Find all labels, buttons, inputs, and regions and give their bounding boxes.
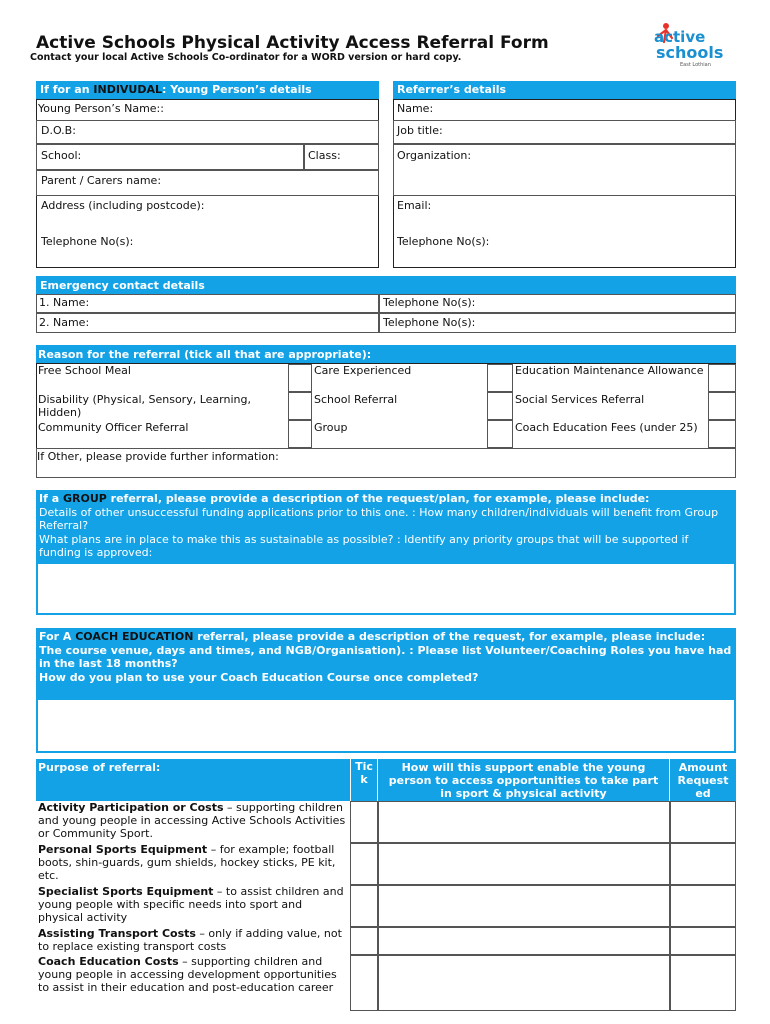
group-highlight: GROUP (62, 492, 107, 505)
tick-specialist-equipment[interactable] (350, 885, 378, 927)
reason-education-maintenance: Education Maintenance Allowance (515, 364, 704, 377)
support-col-header: How will this support enable the young person to access opportunities to take part in sport & physical activity (378, 759, 670, 801)
group-referral-line1 (39, 492, 733, 506)
coach-line2: The course venue, days and times, and NGB/Organisation). : Please list Volunteer/Coaching Roles you have had in the last 18 months? (39, 643, 732, 670)
tick-disability[interactable] (288, 392, 312, 420)
form-subtitle: Contact your local Active Schools Co-ordinator for a WORD version or hard copy. (30, 52, 462, 63)
form-title: Active Schools Physical Activity Access Referral Form (36, 33, 549, 53)
tick-coach-education-fees[interactable] (708, 420, 736, 448)
logo-icon (648, 20, 733, 68)
class-label: Class: (308, 149, 341, 162)
purpose-row-coach-text: – supporting children and young people in accessing development opportunities to assist in their education and post-education career (38, 955, 337, 994)
coach-education-textarea[interactable] (36, 698, 736, 753)
address-label: Address (including postcode): (41, 199, 205, 212)
young-person-heading-pre: If for an (40, 83, 94, 96)
coach-highlight: COACH EDUCATION (75, 630, 194, 643)
parent-label: Parent / Carers name: (41, 174, 162, 187)
support-activity[interactable] (378, 801, 670, 843)
young-person-heading-highlight: INDIVUDAL (93, 83, 163, 96)
logo-text-schools: schools (656, 43, 724, 62)
logo-text-region: East Lothian (680, 62, 711, 68)
tick-coach-education[interactable] (350, 955, 378, 1011)
other-info-label: If Other, please provide further information: (37, 450, 279, 463)
emergency-name-1-label: 1. Name: (39, 296, 90, 309)
tick-free-school-meal[interactable] (288, 364, 312, 392)
coach-education-header (36, 628, 736, 698)
reason-group: Group (314, 421, 348, 434)
young-person-header (36, 81, 379, 99)
emergency-name-2-label: 2. Name: (39, 316, 90, 329)
amount-coach-education[interactable] (670, 955, 736, 1011)
coach-line1-post: referral, please provide a description of the request, for example, please include: (193, 630, 706, 643)
referrer-name-label: Name: (397, 102, 434, 115)
group-line1-post: referral, please provide a description of the request/plan, for example, please include: (106, 492, 650, 505)
email-label: Email: (397, 199, 432, 212)
tick-group[interactable] (487, 420, 513, 448)
support-specialist-equipment[interactable] (378, 885, 670, 927)
active-schools-logo (648, 20, 733, 68)
amount-transport[interactable] (670, 927, 736, 955)
emergency-tel-2-label: Telephone No(s): (383, 316, 476, 329)
amount-personal-equipment[interactable] (670, 843, 736, 885)
purpose-col-header: Purpose of referral: (38, 761, 161, 774)
amount-activity[interactable] (670, 801, 736, 843)
organization-label: Organization: (397, 149, 472, 162)
young-person-name-label: Young Person’s Name:: (38, 102, 164, 115)
reason-community-officer: Community Officer Referral (38, 421, 189, 434)
purpose-row-transport-text: – only if adding value, not to replace existing transport costs (38, 927, 342, 953)
tick-education-maintenance[interactable] (708, 364, 736, 392)
reason-coach-education-fees: Coach Education Fees (under 25) (515, 421, 698, 434)
tick-social-services[interactable] (708, 392, 736, 420)
reason-free-school-meal: Free School Meal (38, 364, 131, 377)
tick-col-header: Tick (350, 759, 378, 801)
purpose-row-activity (36, 801, 350, 843)
amount-specialist-equipment[interactable] (670, 885, 736, 927)
tick-care-experienced[interactable] (487, 364, 513, 392)
coach-line1 (39, 630, 733, 644)
tick-transport[interactable] (350, 927, 378, 955)
purpose-row-specialist-title: Specialist Sports Equipment (38, 885, 214, 898)
yp-telephone-label: Telephone No(s): (41, 235, 134, 248)
job-title-label: Job title: (397, 124, 443, 137)
logo-text-active: active (654, 28, 706, 46)
young-person-heading-post: : Young Person’s details (162, 83, 312, 96)
group-referral-textarea[interactable] (36, 562, 736, 615)
purpose-row-personal-equipment (36, 843, 350, 885)
tick-community-officer[interactable] (288, 420, 312, 448)
reason-disability: Disability (Physical, Sensory, Learning, Hidden) (38, 393, 251, 419)
purpose-row-coach-education (36, 955, 350, 1011)
dob-label: D.O.B: (41, 124, 76, 137)
dob-field[interactable] (36, 120, 379, 144)
support-coach-education[interactable] (378, 955, 670, 1011)
purpose-row-coach-title: Coach Education Costs (38, 955, 179, 968)
tick-school-referral[interactable] (487, 392, 513, 420)
group-referral-line2: Details of other unsuccessful funding applications prior to this one. : How many children/individuals will benefit from Group Referral? (39, 505, 719, 532)
support-personal-equipment[interactable] (378, 843, 670, 885)
purpose-row-specialist-equipment (36, 885, 350, 927)
group-referral-header (36, 490, 736, 562)
emergency-header: Emergency contact details (36, 276, 736, 294)
coach-line1-pre: For A (39, 630, 76, 643)
reason-header: Reason for the referral (tick all that are appropriate): (36, 345, 736, 363)
purpose-row-activity-text: – supporting children and young people in accessing Active Schools Activities or Community Sport. (38, 801, 346, 840)
purpose-row-personal-text: – for example; football boots, shin-guards, gum shields, hockey sticks, PE kit, etc. (38, 843, 336, 882)
purpose-row-personal-title: Personal Sports Equipment (38, 843, 208, 856)
tick-personal-equipment[interactable] (350, 843, 378, 885)
referrer-header: Referrer’s details (393, 81, 736, 99)
tick-activity[interactable] (350, 801, 378, 843)
job-title-field[interactable] (393, 120, 736, 144)
group-line1-pre: If a (39, 492, 63, 505)
referrer-telephone-label: Telephone No(s): (397, 235, 490, 248)
amount-col-header: Amount Requested (677, 761, 729, 800)
school-label: School: (41, 149, 82, 162)
purpose-row-transport-title: Assisting Transport Costs (38, 927, 196, 940)
reason-school-referral: School Referral (314, 393, 398, 406)
coach-line3: How do you plan to use your Coach Education Course once completed? (39, 670, 479, 684)
purpose-row-specialist-text: – to assist children and young people with specific needs into sport and physical activity (38, 885, 344, 924)
reason-social-services: Social Services Referral (515, 393, 645, 406)
purpose-row-activity-title: Activity Participation or Costs (38, 801, 224, 814)
emergency-tel-1-label: Telephone No(s): (383, 296, 476, 309)
purpose-row-transport (36, 927, 350, 955)
group-referral-line3: What plans are in place to make this as sustainable as possible? : Identify any priority groups that will be supported if funding is approved: (39, 532, 689, 559)
support-transport[interactable] (378, 927, 670, 955)
reason-care-experienced: Care Experienced (314, 364, 412, 377)
